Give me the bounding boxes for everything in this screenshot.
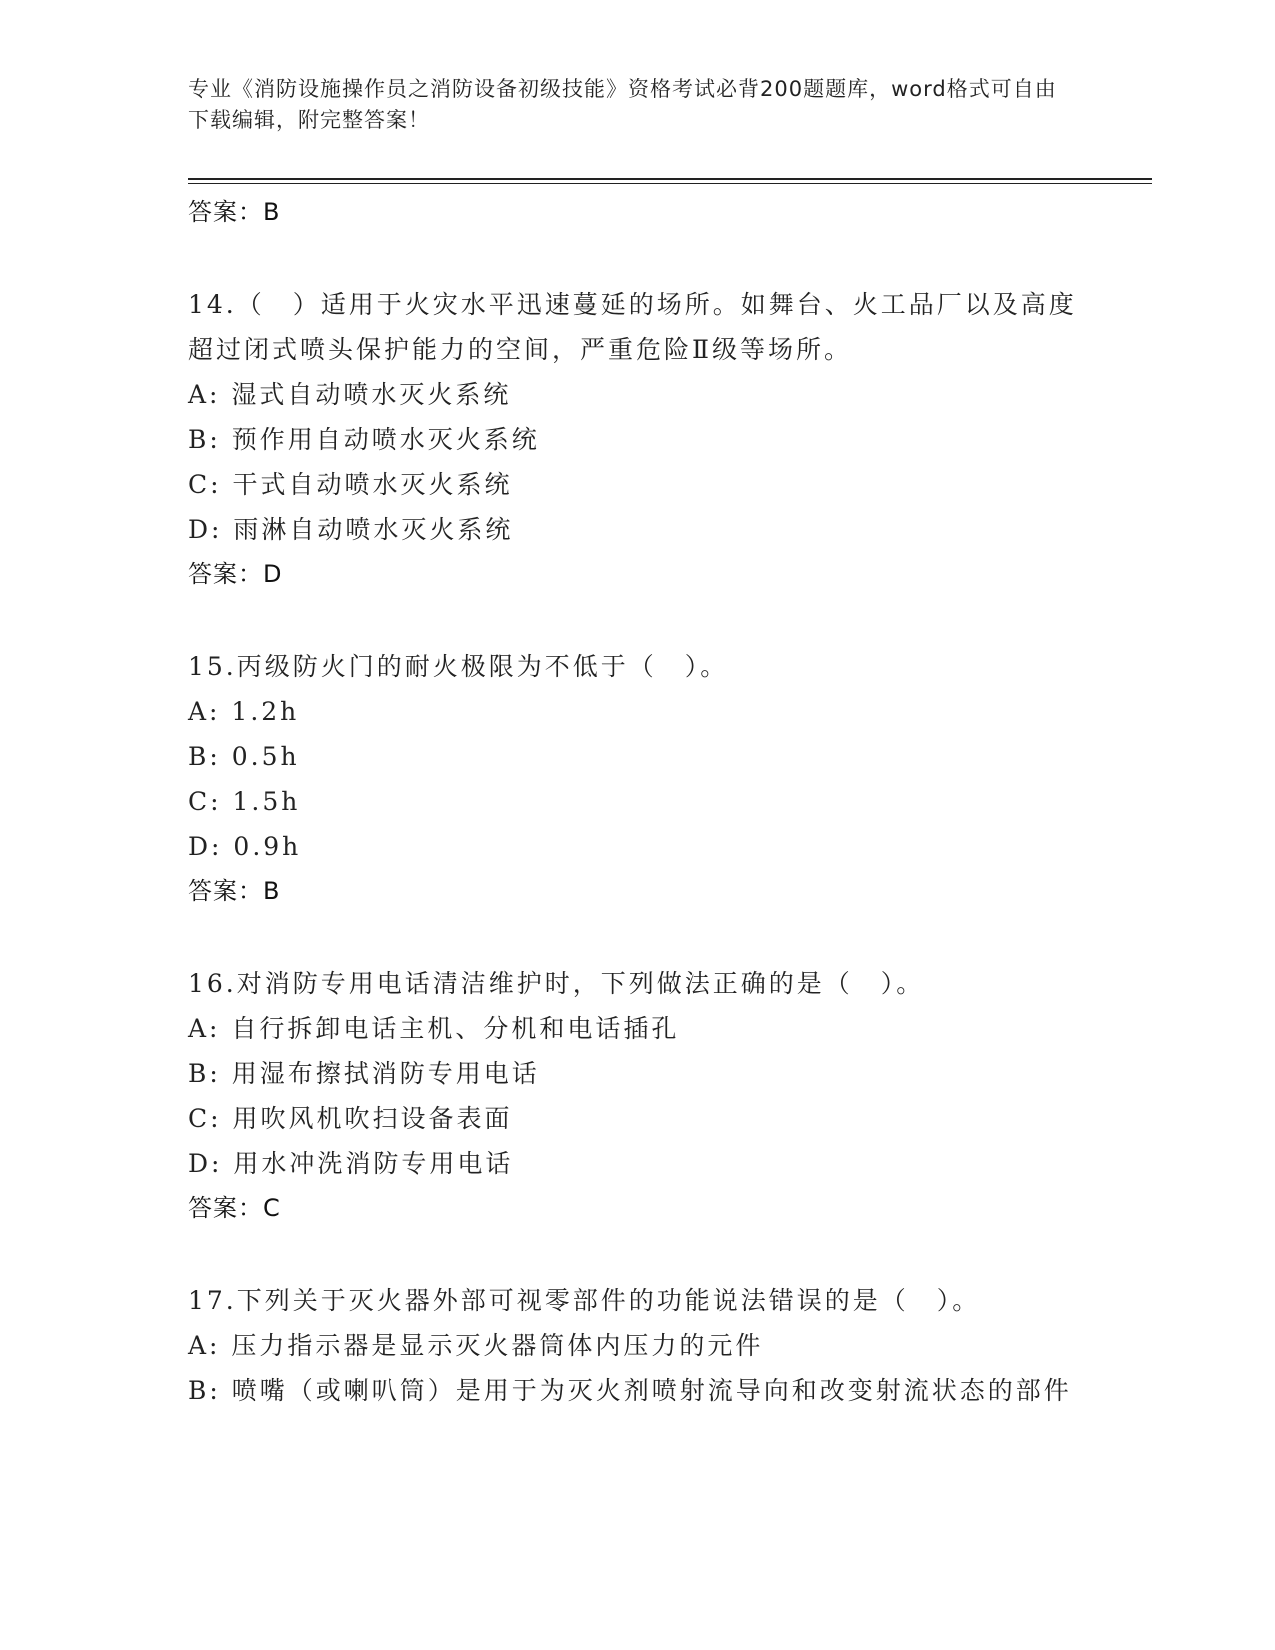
answer-line: 答案：B bbox=[188, 877, 281, 905]
header-divider-thin bbox=[188, 183, 1152, 184]
option-d: D: 0.9h bbox=[188, 832, 302, 861]
document-header: 专业《消防设施操作员之消防设备初级技能》资格考试必背200题题库，word格式可自由下载编辑，附完整答案！ bbox=[188, 77, 1057, 132]
option-a: A: 1.2h bbox=[188, 697, 300, 726]
option-b: B: 预作用自动喷水灭火系统 bbox=[188, 425, 540, 454]
question-list bbox=[188, 190, 1088, 1413]
answer-line: 答案：D bbox=[188, 560, 283, 588]
option-b: B: 0.5h bbox=[188, 742, 300, 771]
header-divider bbox=[188, 178, 1152, 180]
answer-line: 答案：C bbox=[188, 1194, 281, 1222]
question-stem: 15.丙级防火门的耐火极限为不低于（ ）。 bbox=[188, 652, 729, 681]
option-a: A: 压力指示器是显示灭火器筒体内压力的元件 bbox=[188, 1331, 764, 1360]
question-14 bbox=[188, 282, 1088, 596]
option-a: A: 自行拆卸电话主机、分机和电话插孔 bbox=[188, 1014, 680, 1043]
question-stem: 17.下列关于灭火器外部可视零部件的功能说法错误的是（ ）。 bbox=[188, 1286, 981, 1315]
option-a: A: 湿式自动喷水灭火系统 bbox=[188, 380, 512, 409]
option-d: D: 雨淋自动喷水灭火系统 bbox=[188, 515, 514, 544]
option-c: C: 干式自动喷水灭火系统 bbox=[188, 470, 513, 499]
option-c: C: 用吹风机吹扫设备表面 bbox=[188, 1104, 513, 1133]
option-d: D: 用水冲洗消防专用电话 bbox=[188, 1149, 514, 1178]
answer-line: 答案：B bbox=[188, 198, 281, 226]
option-b: B: 喷嘴（或喇叭筒）是用于为灭火剂喷射流导向和改变射流状态的部件 bbox=[188, 1376, 1072, 1405]
question-16 bbox=[188, 961, 1088, 1230]
question-15 bbox=[188, 644, 1088, 913]
question-stem: 14.（ ）适用于火灾水平迅速蔓延的场所。如舞台、火工品厂以及高度超过闭式喷头保护能力的空间，严重危险Ⅱ级等场所。 bbox=[188, 290, 1077, 364]
question-stem: 16.对消防专用电话清洁维护时，下列做法正确的是（ ）。 bbox=[188, 969, 925, 998]
question-17 bbox=[188, 1278, 1088, 1413]
option-b: B: 用湿布擦拭消防专用电话 bbox=[188, 1059, 540, 1088]
option-c: C: 1.5h bbox=[188, 787, 301, 816]
